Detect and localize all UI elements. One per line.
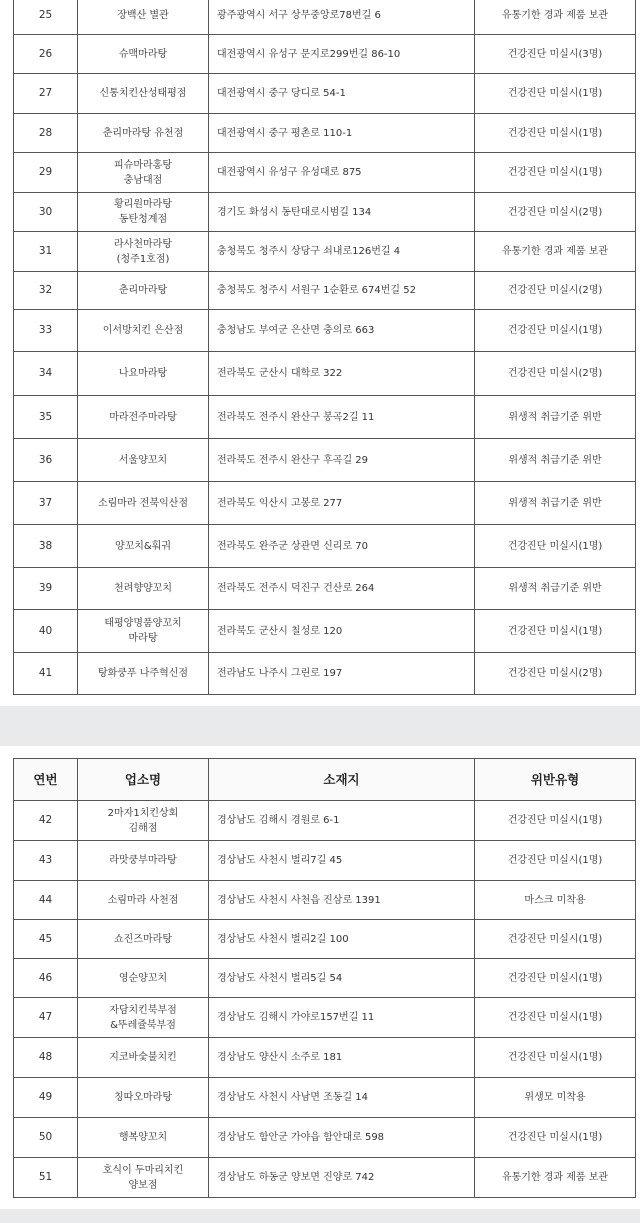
cell-address: 전라남도 나주시 그린로 197	[209, 653, 475, 695]
business-name-line: 소림마라 사천점	[107, 894, 179, 906]
bottom-table-panel	[0, 746, 640, 1209]
cell-no: 44	[14, 881, 78, 920]
cell-name	[78, 352, 209, 396]
cell-address: 경상남도 하동군 양보면 진양로 742	[209, 1158, 475, 1198]
cell-name	[78, 801, 209, 841]
cell-no: 41	[14, 653, 78, 695]
cell-name	[78, 193, 209, 232]
cell-address: 경상남도 사천시 사천읍 진삼로 1391	[209, 881, 475, 920]
cell-name	[78, 653, 209, 695]
cell-no: 26	[14, 35, 78, 74]
table-row	[14, 193, 636, 232]
cell-violation: 유통기한 경과 제품 보관	[475, 1158, 636, 1198]
cell-violation: 건강진단 미실시(1명)	[475, 610, 636, 653]
header-no: 연번	[14, 759, 78, 801]
table-header	[14, 759, 636, 801]
cell-name	[78, 310, 209, 352]
table-row	[14, 841, 636, 881]
cell-no: 48	[14, 1038, 78, 1078]
business-name-line: 장백산 별관	[117, 10, 169, 21]
cell-address: 경상남도 김해시 가야로157번길 11	[209, 998, 475, 1038]
cell-violation: 위생적 취급기준 위반	[475, 396, 636, 439]
cell-no: 43	[14, 841, 78, 881]
cell-violation: 위생적 취급기준 위반	[475, 482, 636, 525]
cell-name	[78, 610, 209, 653]
cell-no: 40	[14, 610, 78, 653]
header-row	[14, 759, 636, 801]
cell-address: 대전광역시 유성구 문지로299번길 86-10	[209, 35, 475, 74]
header-address: 소재지	[209, 759, 475, 801]
cell-address: 경기도 화성시 동탄대로시범길 134	[209, 193, 475, 232]
table-row	[14, 881, 636, 920]
business-name-line: 피슈마라홍탕	[114, 159, 172, 171]
cell-violation: 건강진단 미실시(1명)	[475, 1118, 636, 1158]
cell-no: 30	[14, 193, 78, 232]
business-name-line: 마라전주마라탕	[109, 411, 177, 423]
business-name-line: 서울양꼬치	[118, 454, 168, 466]
cell-name	[78, 959, 209, 998]
cell-name	[78, 114, 209, 153]
cell-name	[78, 482, 209, 525]
table-body-top	[14, 0, 636, 695]
cell-no: 27	[14, 74, 78, 114]
table-row	[14, 653, 636, 695]
table-row	[14, 1038, 636, 1078]
business-name-line: 충남대점	[123, 174, 163, 186]
cell-name	[78, 396, 209, 439]
cell-address: 대전광역시 중구 평촌로 110-1	[209, 114, 475, 153]
cell-violation: 유통기한 경과 제품 보관	[475, 0, 636, 35]
business-name-line: 김해점	[128, 822, 158, 834]
business-name-line: 행복양꼬치	[118, 1132, 168, 1143]
cell-name	[78, 881, 209, 920]
header-violation: 위반유형	[475, 759, 636, 801]
table-row	[14, 610, 636, 653]
cell-no: 38	[14, 525, 78, 568]
header-name: 업소명	[78, 759, 209, 801]
cell-name	[78, 525, 209, 568]
business-name-line: 양보점	[128, 1179, 158, 1191]
table-row	[14, 1078, 636, 1118]
cell-violation: 위생적 취급기준 위반	[475, 439, 636, 482]
table-row	[14, 396, 636, 439]
cell-no: 45	[14, 920, 78, 959]
cell-address: 전라북도 전주시 덕진구 건산로 264	[209, 568, 475, 610]
table-row	[14, 74, 636, 114]
cell-violation: 건강진단 미실시(1명)	[475, 525, 636, 568]
cell-address: 전라북도 완주군 상관면 신리로 70	[209, 525, 475, 568]
cell-no: 36	[14, 439, 78, 482]
cell-violation: 건강진단 미실시(1명)	[475, 310, 636, 352]
cell-name	[78, 153, 209, 193]
cell-violation: 건강진단 미실시(1명)	[475, 920, 636, 959]
business-name-line: 슈맥마라탕	[118, 48, 168, 60]
table-row	[14, 35, 636, 74]
cell-violation: 건강진단 미실시(2명)	[475, 272, 636, 310]
cell-name	[78, 568, 209, 610]
cell-no: 49	[14, 1078, 78, 1118]
cell-address: 경상남도 함안군 가야읍 함안대로 598	[209, 1118, 475, 1158]
cell-address: 경상남도 사천시 벌리2길 100	[209, 920, 475, 959]
table-row	[14, 920, 636, 959]
business-name-line: 신통치킨산성태평점	[99, 88, 187, 99]
cell-violation: 위생적 취급기준 위반	[475, 568, 636, 610]
cell-name	[78, 841, 209, 881]
cell-address: 경상남도 사천시 벌리5길 54	[209, 959, 475, 998]
cell-name	[78, 1158, 209, 1198]
cell-address: 경상남도 김해시 경원로 6-1	[209, 801, 475, 841]
business-name-line: 탕화쿵푸 나주혁신점	[97, 668, 189, 679]
cell-violation: 건강진단 미실시(1명)	[475, 74, 636, 114]
cell-address: 충청북도 청주시 서원구 1순환로 674번길 52	[209, 272, 475, 310]
cell-name	[78, 920, 209, 959]
business-name-line: (청주1호점)	[116, 253, 170, 265]
cell-no: 42	[14, 801, 78, 841]
cell-violation: 건강진단 미실시(1명)	[475, 998, 636, 1038]
cell-address: 전라북도 군산시 대학로 322	[209, 352, 475, 396]
cell-name	[78, 74, 209, 114]
cell-no: 35	[14, 396, 78, 439]
cell-address: 충청남도 부여군 은산면 충의로 663	[209, 310, 475, 352]
cell-no: 51	[14, 1158, 78, 1198]
cell-address: 경상남도 사천시 벌리7길 45	[209, 841, 475, 881]
business-name-line: 천려향양꼬치	[114, 583, 172, 594]
cell-violation: 유통기한 경과 제품 보관	[475, 232, 636, 272]
business-name-line: 나요마라탕	[118, 368, 168, 379]
business-name-line: 칭따오마라탕	[114, 1092, 172, 1103]
cell-violation: 건강진단 미실시(1명)	[475, 114, 636, 153]
business-name-line: 동탄청계점	[118, 214, 168, 225]
cell-address: 전라북도 전주시 완산구 봉곡2길 11	[209, 396, 475, 439]
business-name-line: 라사천마라탕	[114, 238, 172, 250]
cell-name	[78, 1078, 209, 1118]
business-name-line: 이서방치킨 은산점	[102, 325, 184, 336]
table-row	[14, 525, 636, 568]
business-name-line: 마라탕	[128, 633, 158, 644]
cell-no: 25	[14, 0, 78, 35]
table-row	[14, 998, 636, 1038]
cell-address: 광주광역시 서구 상무중앙로78번길 6	[209, 0, 475, 35]
cell-violation: 위생모 미착용	[475, 1078, 636, 1118]
cell-no: 32	[14, 272, 78, 310]
cell-name	[78, 439, 209, 482]
cell-no: 47	[14, 998, 78, 1038]
cell-no: 31	[14, 232, 78, 272]
cell-address: 충청북도 청주시 상당구 쇠내로126번길 4	[209, 232, 475, 272]
cell-address: 대전광역시 중구 당디로 54-1	[209, 74, 475, 114]
violations-table-top	[13, 0, 636, 695]
cell-name	[78, 1038, 209, 1078]
cell-no: 50	[14, 1118, 78, 1158]
table-row	[14, 439, 636, 482]
cell-no: 28	[14, 114, 78, 153]
cell-violation: 건강진단 미실시(2명)	[475, 193, 636, 232]
cell-no: 33	[14, 310, 78, 352]
table-body-bottom	[14, 801, 636, 1198]
table-row	[14, 801, 636, 841]
business-name-line: 양꼬치&훠궈	[114, 540, 172, 552]
table-row	[14, 114, 636, 153]
business-name-line: 춘리마라탕	[118, 285, 168, 296]
cell-violation: 건강진단 미실시(1명)	[475, 841, 636, 881]
violations-table-bottom	[13, 758, 636, 1198]
business-name-line: 춘리마라탕 유천점	[102, 127, 184, 139]
cell-violation: 건강진단 미실시(1명)	[475, 959, 636, 998]
business-name-line: 영순양꼬치	[118, 972, 168, 984]
cell-no: 29	[14, 153, 78, 193]
business-name-line: 황리원마라탕	[114, 199, 172, 210]
business-name-line: 자담치킨북부점	[109, 1004, 177, 1016]
business-name-line: 태평양명품양꼬치	[104, 618, 182, 629]
cell-violation: 마스크 미착용	[475, 881, 636, 920]
table-row	[14, 1158, 636, 1198]
cell-name	[78, 1118, 209, 1158]
business-name-line: 쇼진즈마라탕	[114, 933, 172, 945]
cell-no: 37	[14, 482, 78, 525]
cell-name	[78, 272, 209, 310]
table-row	[14, 482, 636, 525]
cell-name	[78, 0, 209, 35]
business-name-line: 지코바숯불치킨	[109, 1052, 177, 1063]
business-name-line: &뚜레쥴북부점	[110, 1019, 176, 1031]
business-name-line: 2마자1치킨상회	[107, 807, 179, 819]
cell-no: 46	[14, 959, 78, 998]
cell-violation: 건강진단 미실시(2명)	[475, 352, 636, 396]
cell-no: 39	[14, 568, 78, 610]
cell-name	[78, 35, 209, 74]
table-row	[14, 352, 636, 396]
cell-violation: 건강진단 미실시(1명)	[475, 153, 636, 193]
business-name-line: 라맛쿵부마라탕	[109, 855, 177, 866]
cell-violation: 건강진단 미실시(3명)	[475, 35, 636, 74]
cell-name	[78, 998, 209, 1038]
table-row	[14, 1118, 636, 1158]
cell-no: 34	[14, 352, 78, 396]
cell-address: 전라북도 익산시 고봉로 277	[209, 482, 475, 525]
cell-address: 전라북도 군산시 칠성로 120	[209, 610, 475, 653]
cell-address: 전라북도 전주시 완산구 후곡길 29	[209, 439, 475, 482]
cell-address: 대전광역시 유성구 유성대로 875	[209, 153, 475, 193]
cell-violation: 건강진단 미실시(1명)	[475, 801, 636, 841]
table-row	[14, 272, 636, 310]
cell-violation: 건강진단 미실시(1명)	[475, 1038, 636, 1078]
cell-address: 경상남도 사천시 사남면 조동길 14	[209, 1078, 475, 1118]
cell-address: 경상남도 양산시 소주로 181	[209, 1038, 475, 1078]
table-row	[14, 232, 636, 272]
table-row	[14, 310, 636, 352]
cell-name	[78, 232, 209, 272]
business-name-line: 호식이 두마리치킨	[102, 1164, 184, 1176]
table-row	[14, 0, 636, 35]
business-name-line: 소림마라 전북익산점	[97, 497, 189, 509]
cell-violation: 건강진단 미실시(2명)	[475, 653, 636, 695]
table-row	[14, 568, 636, 610]
table-row	[14, 153, 636, 193]
table-row	[14, 959, 636, 998]
